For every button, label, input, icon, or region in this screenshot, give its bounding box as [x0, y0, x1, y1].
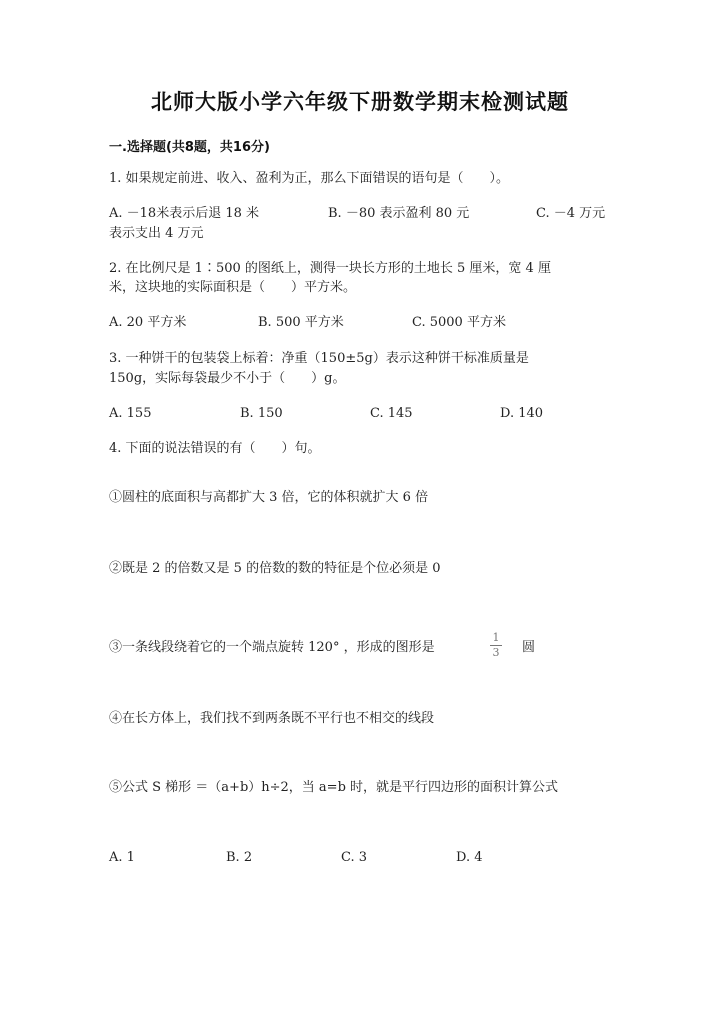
question-3-stem-line1: 3. 一种饼干的包装袋上标着：净重（150±5g）表示这种饼干标准质量是: [109, 351, 529, 366]
question-4-statement-3-end: 圆: [522, 640, 536, 655]
question-3-option-b: B. 150: [240, 406, 283, 421]
question-4-option-d: D. 4: [456, 850, 483, 865]
question-4-option-a: A. 1: [109, 850, 135, 865]
question-2-stem-line2: 米，这块地的实际面积是（ ）平方米。: [109, 280, 357, 295]
section-heading: 一.选择题(共8题，共16分): [109, 140, 270, 155]
question-2-option-a: A. 20 平方米: [109, 315, 187, 330]
question-4-option-c: C. 3: [341, 850, 368, 865]
question-4-option-b: B. 2: [226, 850, 253, 865]
question-4-statement-1: ①圆柱的底面积与高都扩大 3 倍，它的体积就扩大 6 倍: [109, 490, 429, 505]
question-2-option-c: C. 5000 平方米: [412, 315, 506, 330]
question-3-option-a: A. 155: [109, 406, 152, 421]
question-3-option-c: C. 145: [370, 406, 413, 421]
fraction-denominator: 3: [492, 646, 500, 659]
question-4-stem: 4. 下面的说法错误的有（ ）句。: [109, 441, 321, 456]
fraction-numerator: 1: [492, 631, 500, 644]
question-1-option-c: C. －4 万元: [536, 206, 606, 221]
question-4-statement-2: ②既是 2 的倍数又是 5 的倍数的数的特征是个位必须是 0: [109, 561, 441, 576]
question-4-statement-3: ③一条线段绕着它的一个端点旋转 120° ，形成的图形是: [109, 640, 435, 655]
question-1-stem: 1. 如果规定前进、收入、盈利为正，那么下面错误的语句是（ ）。: [109, 171, 510, 186]
question-4-statement-4: ④在长方体上，我们找不到两条既不平行也不相交的线段: [109, 711, 435, 726]
question-2-stem-line1: 2. 在比例尺是 1∶500 的图纸上，测得一块长方形的土地长 5 厘米，宽 4 厘: [109, 261, 551, 276]
question-1-option-a: A. －18米表示后退 18 米: [109, 206, 260, 221]
question-4-statement-5: ⑤公式 S 梯形 ＝（a+b）h÷2，当 a=b 时，就是平行四边形的面积计算公式: [109, 780, 559, 795]
question-1-option-c-continued: 表示支出 4 万元: [109, 226, 204, 241]
question-1-option-b: B. －80 表示盈利 80 元: [328, 206, 470, 221]
question-3-stem-line2: 150g，实际每袋最少不小于（ ）g。: [109, 371, 346, 386]
page-title: 北师大版小学六年级下册数学期末检测试题: [151, 89, 569, 114]
question-3-option-d: D. 140: [500, 406, 544, 421]
fraction-one-third: [488, 632, 504, 659]
question-2-option-b: B. 500 平方米: [258, 315, 344, 330]
